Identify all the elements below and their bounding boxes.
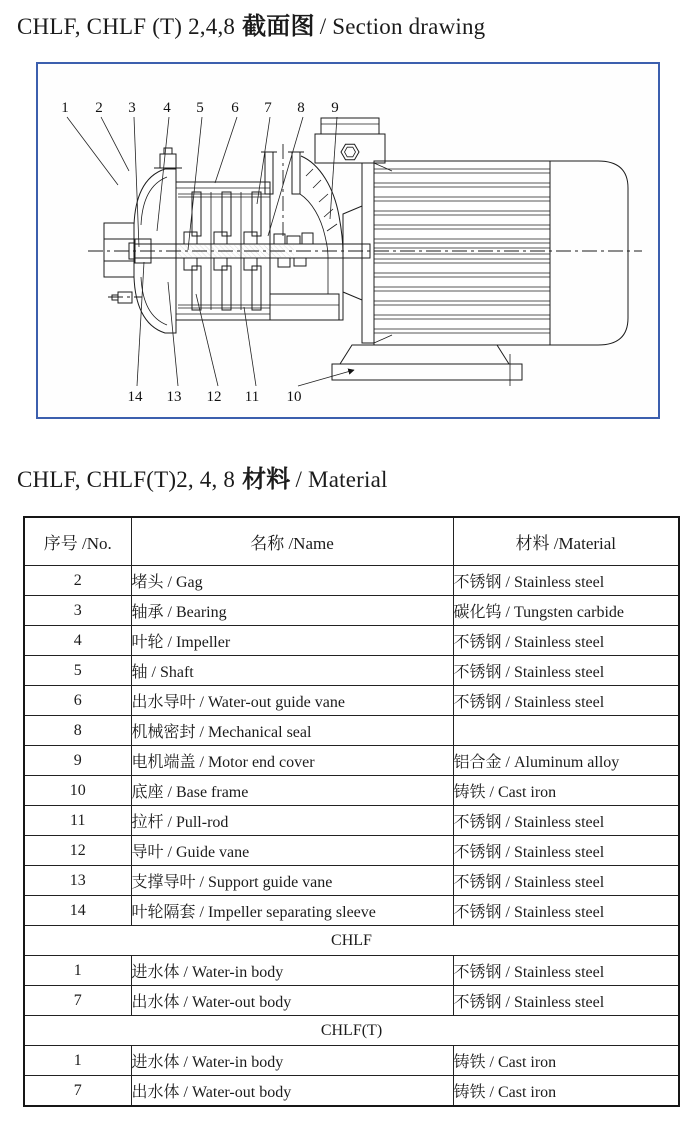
header-material: 材料 /Material [453, 517, 679, 566]
cell-no: 5 [24, 656, 131, 686]
cell-mat: 铝合金 / Aluminum alloy [453, 746, 679, 776]
base-frame [332, 345, 522, 386]
table-row [24, 1076, 679, 1107]
drawing-frame [36, 62, 660, 419]
title-latin-prefix: CHLF, CHLF (T) 2,4,8 [17, 14, 236, 39]
section-drawing-title [17, 6, 485, 41]
cell-no: 12 [24, 836, 131, 866]
table-row [24, 866, 679, 896]
callout-6: 6 [231, 100, 239, 116]
cell-name: 叶轮隔套 / Impeller separating sleeve [131, 896, 453, 926]
cell-mat: 铸铁 / Cast iron [453, 776, 679, 806]
water-in-body [112, 148, 182, 333]
cell-name: 出水体 / Water-out body [131, 986, 453, 1016]
table-row [24, 746, 679, 776]
callout-10: 10 [286, 389, 302, 405]
pump-section-drawing [38, 64, 658, 417]
motor-end-cap [550, 161, 628, 345]
title-latin-prefix: CHLF, CHLF(T)2, 4, 8 [17, 467, 236, 492]
table-row [24, 896, 679, 926]
terminal-box [315, 118, 385, 163]
cell-no: 11 [24, 806, 131, 836]
cell-mat: 不锈钢 / Stainless steel [453, 806, 679, 836]
cell-mat: 铸铁 / Cast iron [453, 1046, 679, 1076]
callout-9: 9 [331, 100, 339, 116]
cell-no: 1 [24, 956, 131, 986]
cell-no: 13 [24, 866, 131, 896]
header-name: 名称 /Name [131, 517, 453, 566]
cell-mat: 铸铁 / Cast iron [453, 1076, 679, 1107]
cell-mat: 不锈钢 / Stainless steel [453, 866, 679, 896]
cell-no: 2 [24, 566, 131, 596]
group-row [24, 1016, 679, 1046]
table-row [24, 626, 679, 656]
cell-no: 4 [24, 626, 131, 656]
callout-8: 8 [297, 100, 305, 116]
cell-no: 8 [24, 716, 131, 746]
motor-end-cover [343, 206, 362, 300]
table-row [24, 956, 679, 986]
cell-no: 7 [24, 1076, 131, 1107]
cell-no: 7 [24, 986, 131, 1016]
table-row [24, 716, 679, 746]
title-latin-suffix: / Section drawing [319, 14, 486, 39]
table-row [24, 566, 679, 596]
cell-mat: 碳化钨 / Tungsten carbide [453, 596, 679, 626]
callout-14: 14 [127, 389, 143, 405]
hex-nut-icon [341, 144, 359, 160]
motor [362, 161, 628, 345]
header-no: 序号 /No. [24, 517, 131, 566]
table-row [24, 596, 679, 626]
table-row [24, 686, 679, 716]
cell-name: 轴承 / Bearing [131, 596, 453, 626]
material-title [17, 459, 388, 494]
callout-1: 1 [61, 100, 69, 116]
cell-name: 支撑导叶 / Support guide vane [131, 866, 453, 896]
cell-name: 导叶 / Guide vane [131, 836, 453, 866]
cell-mat: 不锈钢 / Stainless steel [453, 956, 679, 986]
cell-mat: 不锈钢 / Stainless steel [453, 626, 679, 656]
cell-no: 10 [24, 776, 131, 806]
material-table [23, 516, 680, 1107]
cell-mat: 不锈钢 / Stainless steel [453, 656, 679, 686]
group-label: CHLF(T) [24, 1016, 679, 1046]
callout-11: 11 [244, 389, 260, 405]
motor-fins [374, 163, 550, 343]
cell-name: 机械密封 / Mechanical seal [131, 716, 453, 746]
cell-name: 堵头 / Gag [131, 566, 453, 596]
cell-name: 拉杆 / Pull-rod [131, 806, 453, 836]
cell-mat: 不锈钢 / Stainless steel [453, 896, 679, 926]
cell-name: 电机端盖 / Motor end cover [131, 746, 453, 776]
cell-mat: 不锈钢 / Stainless steel [453, 986, 679, 1016]
group-row [24, 926, 679, 956]
cell-mat [453, 716, 679, 746]
callout-5: 5 [196, 100, 204, 116]
table-row [24, 806, 679, 836]
cell-name: 出水体 / Water-out body [131, 1076, 453, 1107]
table-row [24, 776, 679, 806]
callout-3: 3 [128, 100, 136, 116]
callout-12: 12 [206, 389, 222, 405]
centerlines [88, 144, 642, 297]
group-label: CHLF [24, 926, 679, 956]
callout-2: 2 [95, 100, 103, 116]
callout-4: 4 [163, 100, 171, 116]
title-cjk: 截面图 [242, 14, 315, 40]
cell-no: 6 [24, 686, 131, 716]
table-header-row [24, 517, 679, 566]
cell-no: 3 [24, 596, 131, 626]
table-row [24, 986, 679, 1016]
cell-name: 进水体 / Water-in body [131, 956, 453, 986]
cell-name: 叶轮 / Impeller [131, 626, 453, 656]
cell-name: 进水体 / Water-in body [131, 1046, 453, 1076]
table-row [24, 836, 679, 866]
cell-name: 轴 / Shaft [131, 656, 453, 686]
cell-no: 1 [24, 1046, 131, 1076]
cell-mat: 不锈钢 / Stainless steel [453, 686, 679, 716]
cell-mat: 不锈钢 / Stainless steel [453, 836, 679, 866]
callout-7: 7 [264, 100, 272, 116]
cell-name: 底座 / Base frame [131, 776, 453, 806]
table-row [24, 1046, 679, 1076]
cell-name: 出水导叶 / Water-out guide vane [131, 686, 453, 716]
cell-no: 14 [24, 896, 131, 926]
callout-13: 13 [166, 389, 182, 405]
cell-no: 9 [24, 746, 131, 776]
table-row [24, 656, 679, 686]
title-cjk: 材料 [242, 467, 291, 493]
title-latin-suffix: / Material [295, 467, 388, 492]
cell-mat: 不锈钢 / Stainless steel [453, 566, 679, 596]
